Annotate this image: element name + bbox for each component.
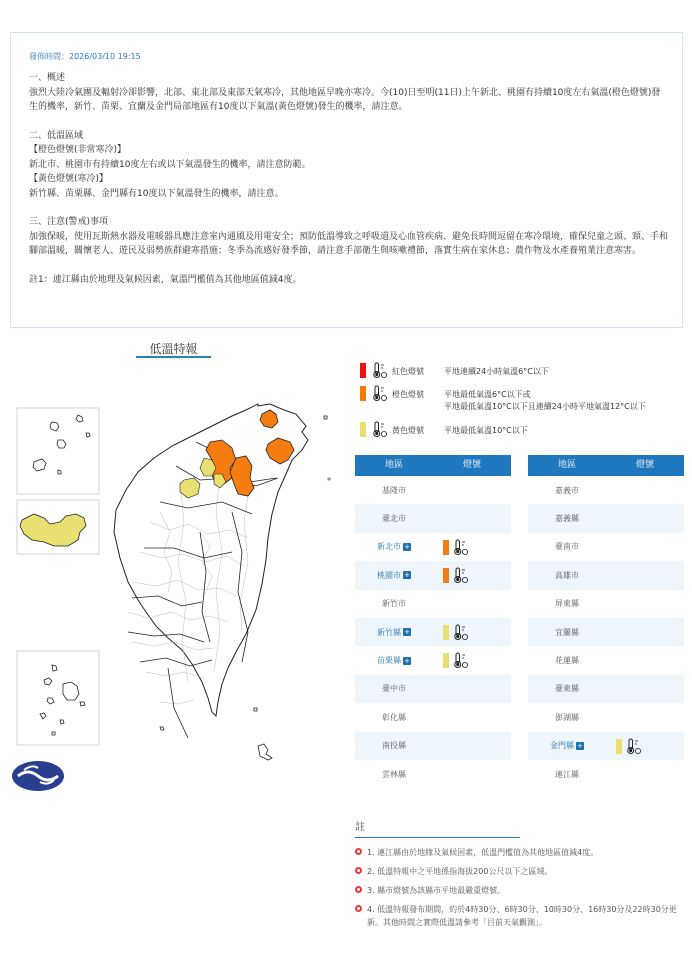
table-row (528, 760, 684, 788)
region-label: 高雄市 (555, 570, 579, 580)
info-paragraph: 一、概述 (29, 73, 66, 83)
table-row (355, 675, 511, 703)
region-name (528, 570, 606, 581)
forecast-text (29, 71, 669, 287)
note-item (355, 865, 680, 878)
table-row (355, 504, 511, 532)
signal-cell (433, 476, 511, 504)
note-item (355, 846, 680, 859)
paragraph-gap (29, 115, 669, 129)
note-text: 3. 縣市燈號為該縣市平地最嚴重燈號。 (367, 886, 506, 895)
region-name[interactable] (528, 740, 606, 751)
region-name (355, 712, 433, 723)
region-name (528, 769, 606, 780)
signal-orange-swatch (443, 540, 449, 555)
region-label: 桃園市 (377, 570, 401, 580)
thermometer-icon (626, 738, 642, 755)
note-text: 4. 低溫特報發布期間，約於4時30分、6時30分、10時30分、16時30分及22時30分更新。其他時間之實際低溫請參考「目前天氣觀測」。 (367, 905, 677, 927)
region-label: 臺南市 (555, 542, 579, 552)
table-row (528, 590, 684, 618)
table-header (528, 455, 684, 476)
thermometer-icon (453, 652, 469, 669)
signal-yellow-swatch (616, 739, 622, 754)
legend-swatch (360, 422, 366, 437)
forecast-info-panel (10, 32, 683, 328)
table-row[interactable] (528, 732, 684, 760)
region-name (355, 598, 433, 609)
region-name[interactable] (355, 541, 433, 552)
region-label: 屏東縣 (555, 599, 579, 609)
region-label: 苗栗縣 (377, 656, 401, 666)
signal-cell (433, 504, 511, 532)
region-label: 臺北市 (382, 514, 406, 524)
region-label: 雲林縣 (382, 769, 406, 779)
region-name (528, 683, 606, 694)
region-name (528, 598, 606, 609)
legend-desc-line: 平地最低氣溫10°C以下 (444, 426, 528, 435)
expand-plus-icon[interactable]: + (404, 571, 410, 580)
col-signal: 燈號 (635, 460, 654, 470)
region-name[interactable] (355, 627, 433, 638)
thermometer-icon (372, 362, 388, 381)
region-table-right (528, 455, 684, 788)
table-row (528, 646, 684, 674)
signal-cell (433, 646, 511, 674)
turtle-island[interactable] (324, 416, 327, 419)
info-paragraph: 新北市、桃園市有持續10度左右或以下氣溫發生的機率，請注意防範。 (29, 159, 311, 170)
region-label: 彰化縣 (382, 712, 406, 722)
legend-desc (444, 425, 528, 437)
table-body (355, 476, 511, 788)
region-name (355, 740, 433, 751)
table-row (355, 590, 511, 618)
green-island[interactable] (254, 708, 257, 711)
lanyu-island[interactable] (258, 744, 272, 760)
table-row (355, 732, 511, 760)
signal-cell (606, 675, 684, 703)
thermometer-icon (372, 385, 388, 404)
table-row[interactable] (355, 533, 511, 561)
thermometer-icon (453, 539, 469, 556)
region-name (528, 712, 606, 723)
note-text: 2. 低溫特報中之平地係指海拔200公尺以下之區域。 (367, 867, 553, 876)
table-row[interactable] (355, 646, 511, 674)
signal-cell (606, 618, 684, 646)
signal-cell (606, 533, 684, 561)
matsu-inset-frame (17, 408, 99, 494)
legend-name: 紅色燈號 (392, 367, 424, 376)
note-text: 1. 連江縣由於地緣及氣候因素，低溫門檻值為其他地區值減4度。 (367, 848, 599, 857)
signal-cell (433, 732, 511, 760)
signal-cell (606, 561, 684, 589)
table-row[interactable] (355, 561, 511, 589)
info-paragraph: 二、低溫區域 (29, 130, 84, 141)
signal-cell (433, 760, 511, 788)
legend-name: 橙色燈號 (392, 390, 424, 399)
paragraph-gap (29, 201, 669, 215)
note-item (355, 884, 680, 897)
notes-title: 註 (355, 818, 520, 838)
region-name (528, 485, 606, 496)
table-row[interactable] (355, 618, 511, 646)
legend-desc-line: 平地最低氣溫6°C以下或 (444, 390, 531, 399)
region-label: 臺東縣 (555, 684, 579, 694)
info-paragraph: 【黃色燈號(寒冷)】 (29, 174, 109, 184)
legend-desc (444, 389, 646, 413)
table-row (355, 476, 511, 504)
signal-cell (606, 732, 684, 760)
table-row (528, 504, 684, 532)
table-header (355, 455, 511, 476)
map-title: 低溫特報 (136, 340, 211, 358)
thermometer-icon (372, 385, 388, 402)
region-name (528, 627, 606, 638)
thermometer-icon (453, 567, 469, 584)
legend-desc (444, 366, 549, 378)
signal-cell (433, 533, 511, 561)
note-item (355, 903, 680, 929)
table-row (528, 476, 684, 504)
signal-cell (433, 590, 511, 618)
info-paragraph: 新竹縣、苗栗縣、金門縣有10度以下氣溫發生的機率，請注意。 (29, 188, 284, 199)
expand-plus-icon[interactable]: + (404, 542, 410, 551)
expand-plus-icon[interactable]: + (577, 741, 583, 750)
small-island[interactable] (328, 478, 330, 480)
thermometer-icon (453, 624, 469, 641)
region-label: 金門縣 (550, 741, 574, 751)
taiwan-main-island[interactable] (114, 404, 308, 738)
bullet-icon (355, 867, 362, 874)
thermometer-icon (626, 738, 642, 757)
region-name (528, 541, 606, 552)
signal-cell (606, 703, 684, 731)
thermometer-icon (453, 624, 469, 643)
region-label: 嘉義縣 (555, 514, 579, 524)
signal-cell (433, 561, 511, 589)
region-name (528, 513, 606, 524)
signal-cell (606, 590, 684, 618)
issue-time: 發佈時間：2026/03/10 19:15 (29, 52, 141, 61)
table-row (528, 618, 684, 646)
info-paragraph: 【橙色燈號(非常寒冷)】 (29, 145, 127, 155)
region-name[interactable] (355, 655, 433, 666)
region-name (355, 683, 433, 694)
region-name (355, 769, 433, 780)
region-name (528, 655, 606, 666)
signal-cell (606, 646, 684, 674)
thermometer-icon (372, 362, 388, 379)
thermometer-icon (453, 652, 469, 671)
region-label: 新竹縣 (377, 627, 401, 637)
table-row (355, 760, 511, 788)
region-label: 宜蘭縣 (555, 627, 579, 637)
region-label: 新竹市 (382, 599, 406, 609)
table-row (528, 675, 684, 703)
signal-cell (606, 504, 684, 532)
legend-name: 黃色燈號 (392, 426, 424, 435)
col-region: 地區 (384, 460, 403, 470)
region-name (355, 513, 433, 524)
table-row (528, 533, 684, 561)
region-label: 臺中市 (382, 684, 406, 694)
thermometer-icon (453, 539, 469, 558)
region-label: 花蓮縣 (555, 656, 579, 666)
bullet-icon (355, 848, 362, 855)
table-row (355, 703, 511, 731)
signal-cell (433, 618, 511, 646)
table-row (528, 703, 684, 731)
legend-swatch (360, 386, 366, 401)
thermometer-icon (372, 421, 388, 438)
region-name (355, 485, 433, 496)
signal-cell (433, 703, 511, 731)
legend-desc-line: 平地最低氣溫10°C以下且連續24小時平地氣溫12°C以下 (444, 402, 646, 411)
signal-cell (433, 675, 511, 703)
legend-desc-line: 平地連續24小時氣溫6°C以下 (444, 367, 549, 376)
legend-swatch (360, 363, 366, 378)
region-name[interactable] (355, 570, 433, 581)
cwa-logo (12, 761, 64, 791)
penghu-inset-frame (17, 651, 99, 745)
table-body (528, 476, 684, 788)
region-label: 嘉義市 (555, 485, 579, 495)
bullet-icon (355, 886, 362, 893)
region-table-left (355, 455, 511, 788)
taiwan-map[interactable] (0, 362, 340, 802)
signal-cell (606, 476, 684, 504)
table-row (528, 561, 684, 589)
col-region: 地區 (557, 460, 576, 470)
region-label: 新北市 (377, 542, 401, 552)
liuqiu-island[interactable] (160, 727, 164, 730)
thermometer-icon (372, 421, 388, 440)
region-label: 基隆市 (382, 485, 406, 495)
signal-yellow-swatch (443, 625, 449, 640)
info-paragraph: 加強保暖，使用瓦斯熱水器及電暖器具應注意室內通風及用電安全；預防低溫導致之呼吸道及心血管疾病、避免長時間逗留在寒冷環境，確保兒童之頭、頸、手和腳部溫暖，關懷老人、遊民及弱勢族群避寒措施；冬季為流感好發季節，請注意手部衛生與咳嗽禮節，落實生病在家休息；農作物及水產養殖業注意寒害。 (29, 231, 669, 256)
expand-plus-icon[interactable]: + (404, 656, 410, 665)
info-paragraph: 三、注意(警戒)事項 (29, 217, 109, 227)
info-paragraph: 註1：連江縣由於地理及氣候因素，氣溫門檻值為其他地區值減4度。 (29, 274, 302, 285)
col-signal: 燈號 (462, 460, 481, 470)
signal-orange-swatch (443, 568, 449, 583)
signal-cell (606, 760, 684, 788)
region-label: 澎湖縣 (555, 712, 579, 722)
bullet-icon (355, 905, 362, 912)
expand-plus-icon[interactable]: + (404, 628, 410, 637)
region-label: 南投縣 (382, 741, 406, 751)
info-paragraph: 強烈大陸冷氣團及輻射冷卻影響，北部、東北部及東部天氣寒冷，其他地區早晚亦寒冷。今(10)日至明(11日)上午新北、桃園有持續10度左右氣溫(橙色燈號)發生的機率，新竹、苗栗、宜蘭及金門局部地區有10度以下氣溫(黃色燈號)發生的機率，請注意。 (29, 87, 661, 112)
thermometer-icon (453, 567, 469, 586)
paragraph-gap (29, 259, 669, 273)
signal-yellow-swatch (443, 653, 449, 668)
region-label: 連江縣 (555, 769, 579, 779)
